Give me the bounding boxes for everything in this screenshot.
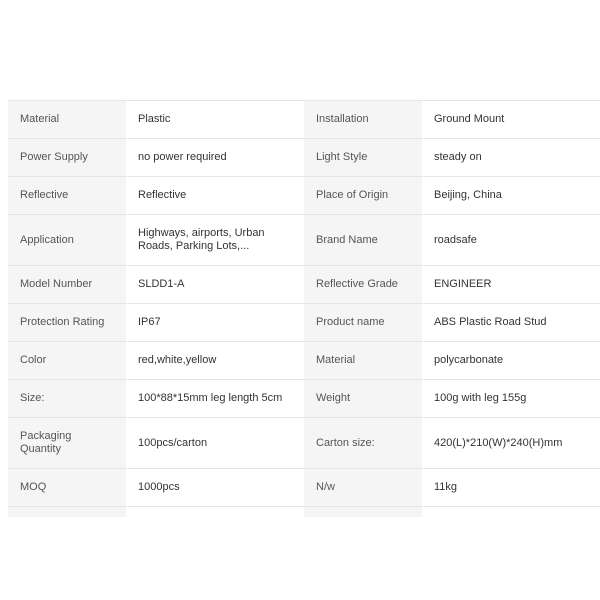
spec-label: Light Style	[304, 139, 422, 176]
spec-row-color	[8, 342, 600, 380]
spec-label: Protection Rating	[8, 304, 126, 341]
spec-value: 100pcs/carton	[126, 418, 304, 468]
spec-label: Carton size:	[304, 418, 422, 468]
spec-label: Model Number	[8, 266, 126, 303]
spec-label: Installation	[304, 101, 422, 138]
spec-value: 1000pcs	[126, 469, 304, 506]
spec-value: Plastic	[126, 101, 304, 138]
spec-row-packaging-quantity	[8, 418, 600, 469]
spec-row-material	[8, 101, 600, 139]
spec-row-size	[8, 380, 600, 418]
spec-value: ABS Plastic Road Stud	[422, 304, 600, 341]
spec-label: Packaging Quantity	[8, 418, 126, 468]
spec-label: Brand Name	[304, 215, 422, 265]
spec-value: steady on	[422, 139, 600, 176]
spec-value: IP67	[126, 304, 304, 341]
spec-label: Weight	[304, 380, 422, 417]
spec-value: 100*88*15mm leg length 5cm	[126, 380, 304, 417]
spec-label: Reflective	[8, 177, 126, 214]
spec-label: Power Supply	[8, 139, 126, 176]
spec-value: polycarbonate	[422, 342, 600, 379]
spec-label: Material	[304, 342, 422, 379]
spec-label: N/w	[304, 469, 422, 506]
spec-value: Ground Mount	[422, 101, 600, 138]
spec-label: Color	[8, 342, 126, 379]
spec-row-power-supply	[8, 139, 600, 177]
spec-label-empty	[8, 507, 126, 517]
spec-value: roadsafe	[422, 215, 600, 265]
spec-label: Application	[8, 215, 126, 265]
spec-value: 100g with leg 155g	[422, 380, 600, 417]
spec-value: 11kg	[422, 469, 600, 506]
spec-label: Place of Origin	[304, 177, 422, 214]
spec-row-protection-rating	[8, 304, 600, 342]
spec-row-cut-off	[8, 507, 600, 517]
spec-row-reflective	[8, 177, 600, 215]
spec-value: ENGINEER	[422, 266, 600, 303]
spec-value: Reflective	[126, 177, 304, 214]
spec-value: no power required	[126, 139, 304, 176]
spec-row-moq	[8, 469, 600, 507]
spec-label: Reflective Grade	[304, 266, 422, 303]
product-spec-table	[8, 100, 600, 517]
spec-row-model-number	[8, 266, 600, 304]
spec-value: SLDD1-A	[126, 266, 304, 303]
spec-row-application	[8, 215, 600, 266]
spec-value: red,white,yellow	[126, 342, 304, 379]
spec-label: Product name	[304, 304, 422, 341]
spec-label-empty	[304, 507, 422, 517]
spec-label: Material	[8, 101, 126, 138]
spec-value: Beijing, China	[422, 177, 600, 214]
spec-label: MOQ	[8, 469, 126, 506]
spec-value-empty	[422, 507, 600, 517]
spec-label: Size:	[8, 380, 126, 417]
spec-value: 420(L)*210(W)*240(H)mm	[422, 418, 600, 468]
spec-value-empty	[126, 507, 304, 517]
spec-value: Highways, airports, Urban Roads, Parking Lots,...	[126, 215, 304, 265]
